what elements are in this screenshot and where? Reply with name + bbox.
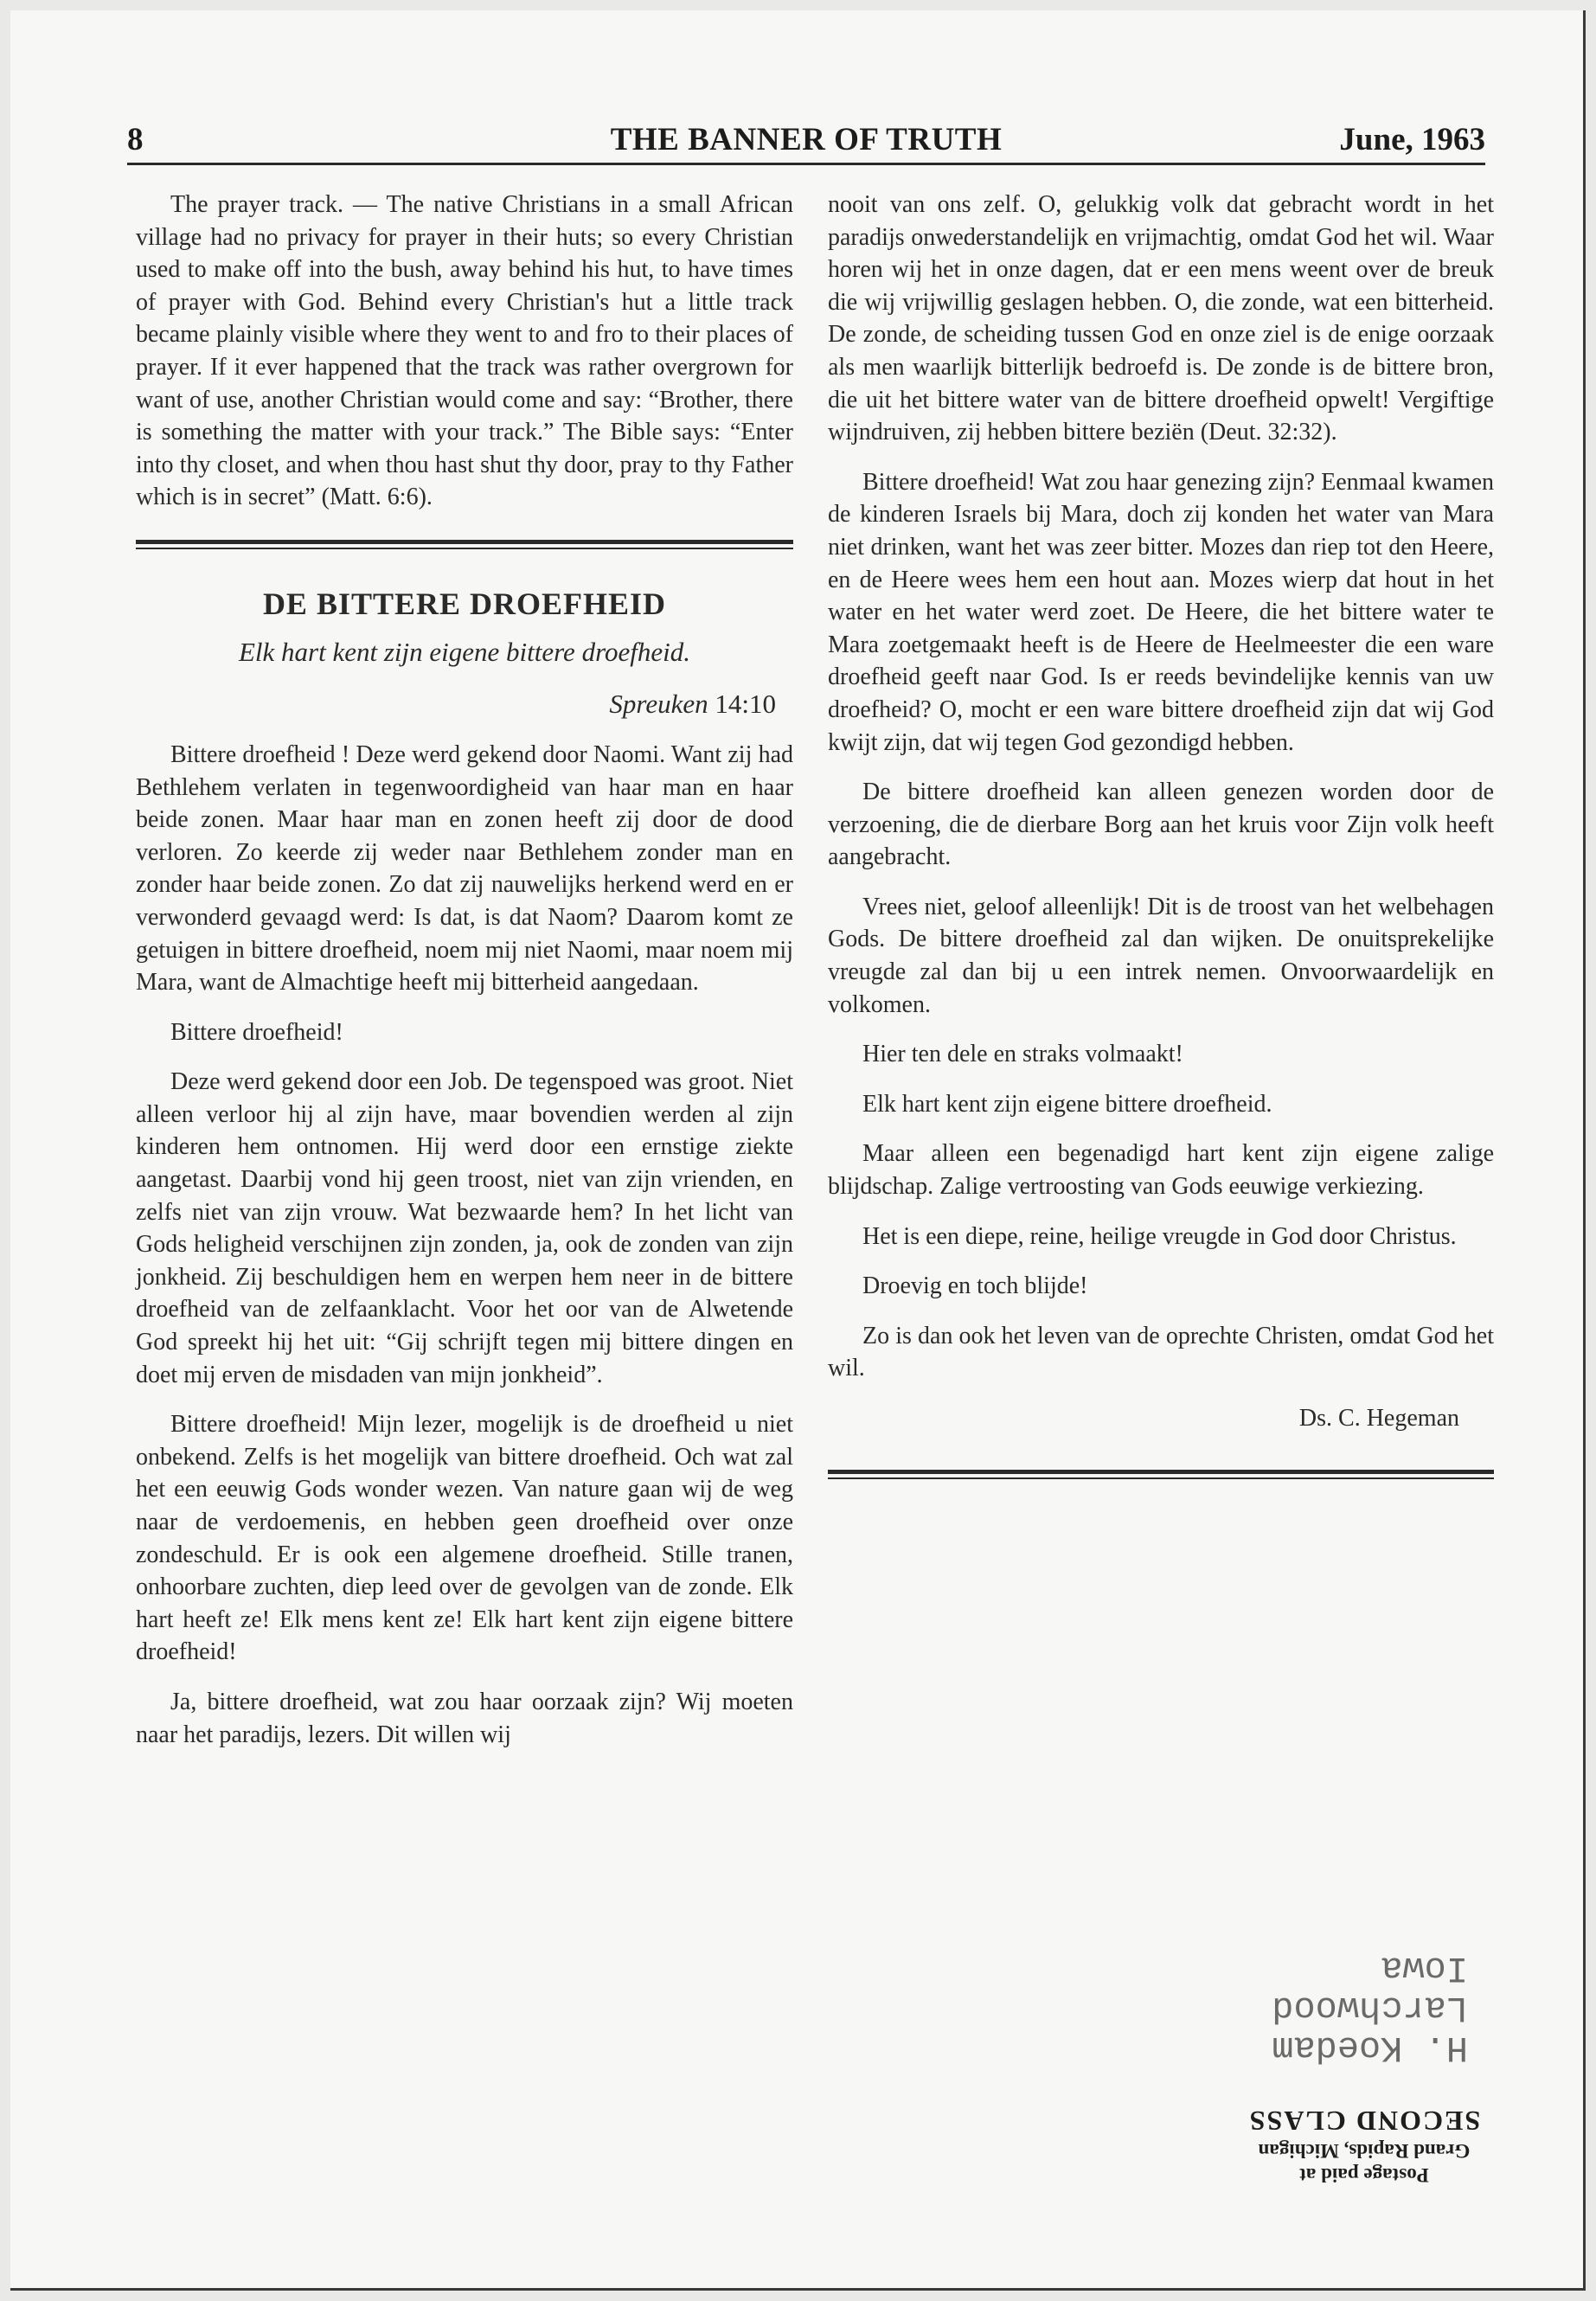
publication-title: THE BANNER OF TRUTH: [610, 122, 1003, 157]
prayer-track-paragraph: The prayer track. — The native Christians in a small African village had no privacy for prayer in their huts; so every Christian used to make off into the bush, away behind his hut, to have times of prayer with God. Behind every Christian's hut a little track became plainly visible where they went to and fro to their places of prayer. If it ever happened that the track was rather overgrown for want of use, another Christian would come and say: “Brother, there is something the matter with your track.” The Bible says: “Enter into thy closet, and when thou hast shut thy door, pray to thy Father which is in secret” (Matt. 6:6).: [136, 191, 793, 511]
author-signature: Ds. C. Hegeman: [1298, 1405, 1459, 1432]
article-subtitle: Elk hart kent zijn eigene bittere droefheid.: [239, 636, 690, 667]
stamp-line: Iowa: [1381, 1947, 1468, 1989]
newsletter-page: [10, 10, 1586, 2291]
article-paragraph: Bittere droefheid! Wat zou haar genezing zijn? Eenmaal kwamen de kinderen Israels bij Mara, doch zij konden het water van Mara niet drinken, want het was zeer bitter. Mozes dan riep tot den Heere, en de Heere wees hem een hout aan. Mozes wierp dat hout in het water en het water werd zoet. De Heere, die het bittere water te Mara zoetgemaakt heeft is de Heere de Heelmeester die een ware droefheid geeft naar God. Is er reeds bevindelijke kennis van uw droefheid? O, mocht er een ware bittere droefheid zijn dat wij God kwijt zijn, dat wij tegen God gezondigd hebben.: [828, 468, 1494, 756]
header-rule: [127, 163, 1485, 165]
scripture-reference: [136, 687, 793, 721]
page-header: [127, 121, 1485, 163]
article-paragraph: Droevig en toch blijde!: [862, 1272, 1088, 1300]
page-number: 8: [127, 122, 144, 157]
article-paragraph: Bittere droefheid! Mijn lezer, mogelijk is de droefheid u niet onbekend. Zelfs is het mogelijk van bittere droefheid. Och wat zal het een eeuwig Gods wonder wezen. Van nature gaan wij de weg naar de verdoemenis, en hebben geen droefheid over onze zondeschuld. Er is ook een algemene droefheid. Stille tranen, onhoorbare zuchten, diep leed over de gevolgen van de zonde. Elk hart heeft ze! Elk mens kent ze! Elk hart kent zijn eigene bittere droefheid!: [136, 1411, 793, 1666]
article-paragraph: Bittere droefheid!: [170, 1018, 343, 1046]
address-stamp: [1208, 1948, 1468, 2067]
article-paragraph: Deze werd gekend door een Job. De tegenspoed was groot. Niet alleen verloor hij al zijn have, maar bovendien werden al zijn kinderen hem ontnomen. Hij werd door een ernstige ziekte aangetast. Daarbij vond hij geen troost, niet van zijn vrienden, en zelfs niet van zijn vrouw. Wat bezwaarde hem? In het licht van Gods heligheid verschijnen zijn zonden, ja, ook de zonden van zijn jonkheid. Zij beschuldigen hem en werpen hem neer in de bittere droefheid van de zelfaanklacht. Voor het oor van de Alwetende God spreekt hij het uit: “Gij schrijft tegen mij bittere dingen en doet mij erven de misdaden van mijn jonkheid”.: [136, 1068, 793, 1388]
article-paragraph: Vrees niet, geloof alleenlijk! Dit is de troost van het welbehagen Gods. De bittere droefheid zal dan wijken. De onuitsprekelijke vreugde zal dan bij u een intrek nemen. Onvoorwaardelijk en volkomen.: [828, 893, 1494, 1018]
article-paragraph: De bittere droefheid kan alleen genezen worden door de verzoening, die de dierbare Borg aan het kruis voor Zijn volk heeft aangebracht.: [828, 779, 1494, 871]
stamp-line: H. Koedam: [1272, 2027, 1468, 2068]
article-paragraph: Ja, bittere droefheid, wat zou haar oorzaak zijn? Wij moeten naar het paradijs, lezers. Dit willen wij: [136, 1688, 793, 1748]
article-paragraph: Elk hart kent zijn eigene bittere droefheid.: [862, 1090, 1272, 1118]
article-paragraph: Maar alleen een begenadigd hart kent zijn eigene zalige blijdschap. Zalige vertroosting van Gods eeuwige verkiezing.: [828, 1140, 1494, 1201]
article-title: DE BITTERE DROEFHEID: [262, 586, 667, 621]
reference-verse: 14:10: [715, 688, 776, 719]
article-paragraph: Het is een diepe, reine, heilige vreugde in God door Christus.: [862, 1222, 1457, 1250]
postal-permit: [1221, 2104, 1507, 2187]
stamp-line: Larchwood: [1272, 1987, 1468, 2029]
article-paragraph: Hier ten dele en straks volmaakt!: [862, 1041, 1183, 1068]
right-column: [828, 189, 1494, 1515]
left-column: [136, 189, 793, 1768]
permit-class: SECOND CLASS: [1247, 2106, 1481, 2137]
article-paragraph: Zo is dan ook het leven van de oprechte Christen, omdat God het wil.: [828, 1322, 1494, 1382]
issue-date: June, 1963: [1339, 122, 1485, 157]
permit-line: Grand Rapids, Michigan: [1258, 2140, 1471, 2162]
permit-line: Postage paid at: [1299, 2164, 1429, 2186]
reference-book: Spreuken: [609, 688, 708, 719]
end-divider: [828, 1470, 1494, 1480]
article-paragraph: nooit van ons zelf. O, gelukkig volk dat gebracht wordt in het paradijs onwederstandelijk en vrijmachtig, omdat God het wil. Waar horen wij het in onze dagen, dat er een mens weent over de breuk die wij vrijwillig geslagen hebben. O, die zonde, wat een bitterheid. De zonde, de scheiding tussen God en onze ziel is de enige oorzaak als men waarlijk bitterlijk bedroefd is. De zonde is de bittere bron, die uit het bittere water van de bittere droefheid opwelt! Vergiftige wijndruiven, zij hebben bittere beziën (Deut. 32:32).: [828, 191, 1494, 446]
section-divider: [136, 540, 793, 550]
article-paragraph: Bittere droefheid ! Deze werd gekend door Naomi. Want zij had Bethlehem verlaten in tegenwoordigheid van haar man en haar beide zonen. Maar haar man en zonen heeft zij door de dood verloren. Zo keerde zij weder naar Bethlehem zonder man en zonder haar beide zonen. Zo dat zij nauwelijks herkend werd en er verwonderd gevaagd werd: Is dat, is dat Naom? Daarom komt ze getuigen in bittere droefheid, noem mij niet Naomi, maar noem mij Mara, want de Almachtige heeft mij bitterheid aangedaan.: [136, 740, 793, 997]
